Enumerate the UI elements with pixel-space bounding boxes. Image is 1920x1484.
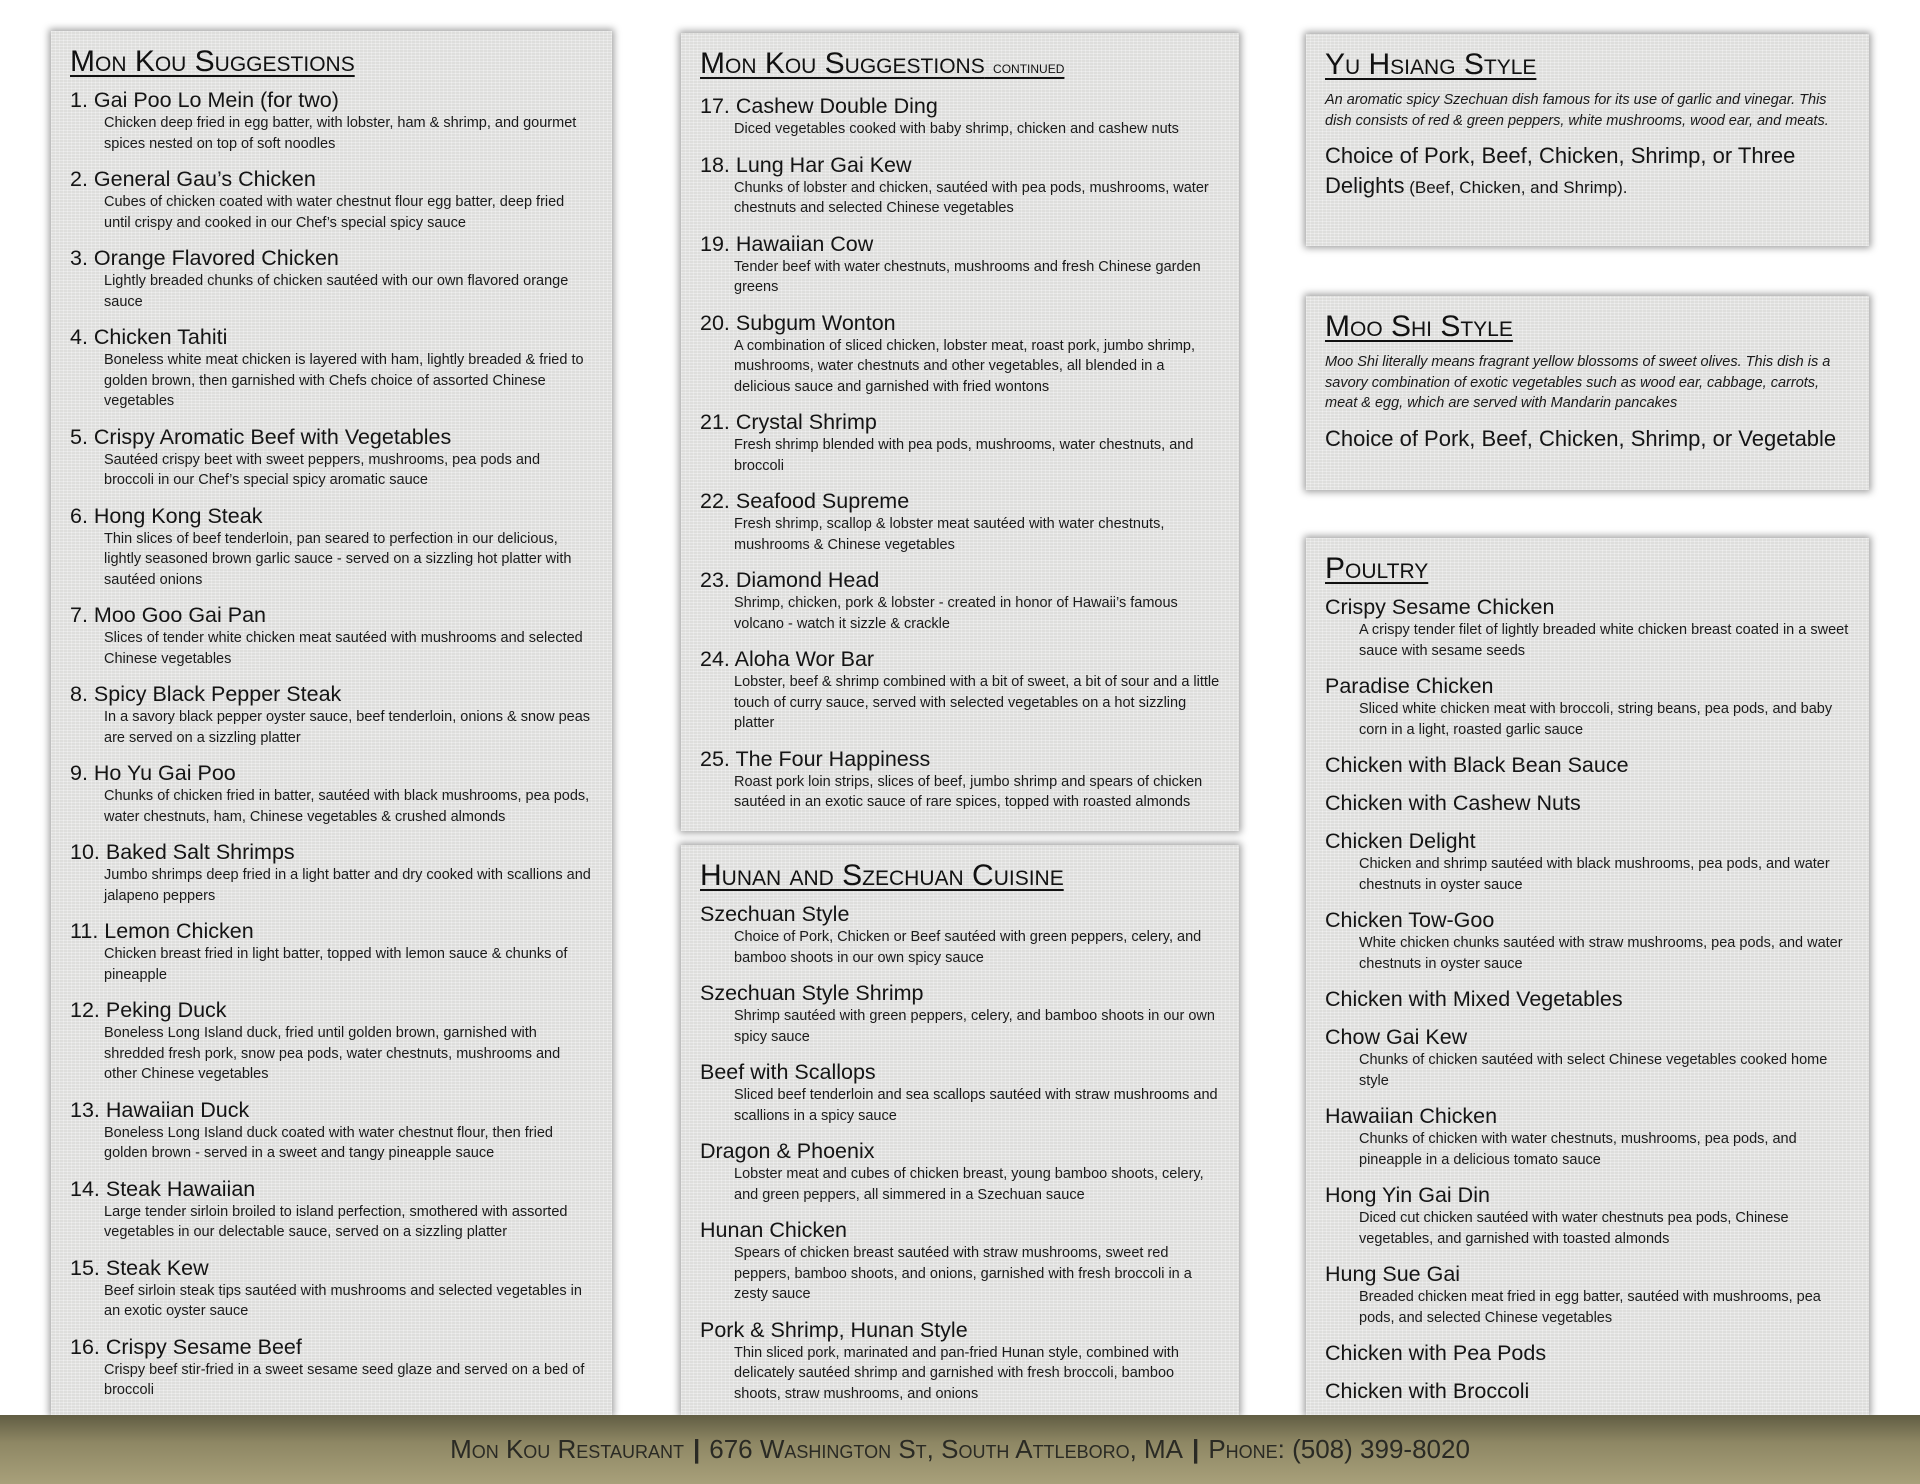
menu-item-title: 16. Crispy Sesame Beef (70, 1334, 302, 1359)
menu-item (70, 997, 594, 1085)
menu-item (1325, 1378, 1851, 1404)
menu-item-description: Chicken deep fried in egg batter, with lobster, ham & shrimp, and gourmet spices nested on top of soft noodles (104, 115, 577, 152)
menu-item (70, 1255, 594, 1322)
menu-item-description: Lobster, beef & shrimp combined with a bit of sweet, a bit of sour and a little touch of curry sauce, served with selected vegetables on a hot sizzling platter (734, 674, 1220, 731)
menu-item-description: Fresh shrimp blended with pea pods, mushrooms, water chestnuts, and broccoli (734, 437, 1194, 474)
menu-item (700, 152, 1221, 219)
menu-list (700, 901, 1221, 1404)
menu-item-title: Chicken with Cashew Nuts (1325, 791, 1581, 815)
menu-item-title: Chow Gai Kew (1325, 1025, 1468, 1049)
menu-item (1325, 1103, 1851, 1170)
choice-text: Choice of Pork, Beef, Chicken, Shrimp, or Vegetable (1325, 425, 1837, 451)
menu-item-title: Dragon & Phoenix (700, 1139, 875, 1163)
menu-item (700, 1217, 1221, 1305)
menu-item-title: Beef with Scallops (700, 1060, 876, 1084)
menu-item-title: Pork & Shrimp, Hunan Style (700, 1317, 968, 1342)
menu-item-title: Chicken with Pea Pods (1325, 1341, 1547, 1365)
menu-item-title: 13. Hawaiian Duck (70, 1097, 250, 1122)
menu-item-title: 1. Gai Poo Lo Mein (for two) (70, 88, 339, 112)
menu-item-title: 9. Ho Yu Gai Poo (70, 761, 236, 785)
menu-item-title: 21. Crystal Shrimp (700, 410, 877, 434)
menu-item-description: Chunks of lobster and chicken, sautéed with pea pods, mushrooms, water chestnuts and selected Chinese vegetables (734, 179, 1209, 216)
section-title: Mon Kou Suggestions (70, 45, 355, 78)
menu-item (1325, 752, 1851, 778)
menu-item (700, 1317, 1221, 1405)
section-title-text: Mon Kou Suggestions (700, 47, 985, 80)
menu-item-title: Hong Yin Gai Din (1325, 1183, 1490, 1207)
menu-list (1325, 594, 1851, 1404)
menu-item-title: 19. Hawaiian Cow (700, 231, 874, 256)
address: 676 Washington St, South Attleboro, MA (709, 1434, 1184, 1464)
menu-item (70, 1097, 594, 1164)
menu-item (700, 409, 1221, 476)
footer-bar (0, 1415, 1920, 1484)
phone: Phone: (508) 399-8020 (1208, 1434, 1470, 1464)
menu-item-title: 18. Lung Har Gai Kew (700, 152, 912, 177)
menu-item (70, 424, 594, 491)
choice-note: (Beef, Chicken, and Shrimp). (1404, 178, 1628, 197)
menu-item-description: Sliced beef tenderloin and sea scallops sautéed with straw mushrooms and scallions in a spicy sauce (734, 1087, 1218, 1124)
menu-item-title: 17. Cashew Double Ding (700, 94, 938, 118)
menu-item (700, 231, 1221, 298)
restaurant-name: Mon Kou Restaurant (450, 1434, 684, 1464)
menu-list (70, 87, 594, 1401)
menu-item-description: In a savory black pepper oyster sauce, beef tenderloin, onions & snow peas are served on a sizzling platter (104, 709, 591, 746)
choice-main: Choice of Pork, Beef, Chicken, Shrimp, or Three Delights (1325, 143, 1796, 198)
menu-item (1325, 594, 1851, 661)
choice-text (1325, 141, 1851, 203)
menu-item (1325, 1340, 1851, 1366)
menu-item (70, 87, 594, 154)
menu-item-description: Jumbo shrimps deep fried in a light batter and dry cooked with scallions and jalapeno peppers (104, 867, 591, 904)
menu-item-description: A combination of sliced chicken, lobster meat, roast pork, jumbo shrimp, mushrooms, water chestnuts and other vegetables, all blended in a delicious sauce and garnished with fried wontons (734, 337, 1195, 395)
menu-item-title: Szechuan Style (700, 902, 850, 926)
menu-item-title: Hawaiian Chicken (1325, 1104, 1498, 1128)
menu-item-title: 15. Steak Kew (70, 1255, 209, 1280)
menu-item-description: Tender beef with water chestnuts, mushrooms and fresh Chinese garden greens (734, 258, 1201, 295)
menu-list (700, 93, 1221, 813)
section-title: Moo Shi Style (1325, 310, 1513, 343)
menu-item-description: Beef sirloin steak tips sautéed with mushrooms and selected vegetables in an exotic oyster sauce (104, 1282, 582, 1319)
menu-item (1325, 673, 1851, 740)
menu-item (1325, 1024, 1851, 1091)
menu-item-description: Roast pork loin strips, slices of beef, jumbo shrimp and spears of chicken sautéed in an exotic sauce of rare spices, topped with roasted almonds (734, 773, 1203, 810)
menu-item (70, 324, 594, 412)
menu-item-description: Diced cut chicken sautéed with water chestnuts pea pods, Chinese vegetables, and garnished with toasted almonds (1359, 1210, 1789, 1247)
menu-item (70, 681, 594, 748)
menu-item (70, 760, 594, 827)
menu-item (700, 901, 1221, 968)
menu-item (700, 1059, 1221, 1126)
menu-item-description: Spears of chicken breast sautéed with straw mushrooms, sweet red peppers, bamboo shoots, and onions, garnished with fresh broccoli in a zesty sauce (734, 1245, 1192, 1302)
menu-item (70, 503, 594, 591)
menu-item-title: 25. The Four Happiness (700, 746, 931, 771)
menu-item (1325, 907, 1851, 974)
menu-item (1325, 986, 1851, 1012)
menu-item (70, 918, 594, 985)
menu-item-description: Chicken breast fried in light batter, topped with lemon sauce & chunks of pineapple (104, 946, 568, 983)
menu-item-title: 14. Steak Hawaiian (70, 1176, 256, 1201)
section-intro: Moo Shi literally means fragrant yellow blossoms of sweet olives. This dish is a savory combination of exotic vegetables such as wood ear, cabbage, carrots, meat & egg, which are served with Mandarin pancakes (1325, 354, 1831, 411)
menu-item (70, 166, 594, 233)
menu-item (70, 839, 594, 906)
menu-item-title: 20. Subgum Wonton (700, 310, 896, 335)
menu-item-description: Thin slices of beef tenderloin, pan seared to perfection in our delicious, lightly seasoned brown garlic sauce - served on a sizzling hot platter with sautéed onions (104, 530, 572, 588)
menu-item-title: 8. Spicy Black Pepper Steak (70, 682, 342, 706)
menu-item (700, 93, 1221, 140)
menu-item (1325, 1182, 1851, 1249)
menu-item-title: 5. Crispy Aromatic Beef with Vegetables (70, 424, 452, 449)
menu-item-title: Chicken Tow-Goo (1325, 908, 1495, 932)
menu-item (700, 310, 1221, 398)
menu-item-description: Lightly breaded chunks of chicken sautéed with our own flavored orange sauce (104, 273, 569, 310)
menu-item-title: 11. Lemon Chicken (70, 919, 254, 943)
menu-item-description: Chunks of chicken with water chestnuts, mushrooms, pea pods, and pineapple in a delicious tomato sauce (1359, 1131, 1797, 1168)
continued-label: continued (993, 58, 1065, 77)
menu-item-title: Szechuan Style Shrimp (700, 981, 924, 1005)
section-title: Yu Hsiang Style (1325, 48, 1537, 81)
menu-item (70, 1176, 594, 1243)
menu-item-title: 7. Moo Goo Gai Pan (70, 603, 266, 627)
section-title: Poultry (1325, 552, 1429, 585)
menu-item-description: Chicken and shrimp sautéed with black mushrooms, pea pods, and water chestnuts in oyster sauce (1359, 856, 1830, 893)
menu-item-title: Paradise Chicken (1325, 674, 1494, 698)
section-title (700, 41, 1221, 91)
menu-item-description: Boneless Long Island duck, fried until golden brown, garnished with shredded fresh pork, snow pea pods, water chestnuts, mushrooms and other Chinese vegetables (104, 1025, 561, 1082)
menu-item-description: Boneless white meat chicken is layered with ham, lightly breaded & fried to golden brown, then garnished with Chefs choice of assorted Chinese vegetables (104, 352, 584, 409)
menu-item-description: Sautéed crispy beet with sweet peppers, mushrooms, pea pods and broccoli in our Chef’s special spicy aromatic sauce (104, 451, 541, 488)
menu-item-title: 3. Orange Flavored Chicken (70, 246, 339, 270)
menu-item-description: Shrimp, chicken, pork & lobster - created in honor of Hawaii’s famous volcano - watch it sizzle & crackle (734, 595, 1178, 632)
menu-item-title: 2. General Gau’s Chicken (70, 167, 316, 191)
menu-item-description: Cubes of chicken coated with water chestnut flour egg batter, deep fried until crispy and cooked in our Chef’s special spicy sauce (104, 194, 565, 231)
menu-item (70, 245, 594, 312)
menu-item-description: Large tender sirloin broiled to island perfection, smothered with assorted vegetables in our delectable sauce, served on a sizzling platter (104, 1203, 568, 1240)
separator: | (1192, 1434, 1200, 1464)
menu-item-description: Boneless Long Island duck coated with water chestnut flour, then fried golden brown - served in a sweet and tangy pineapple sauce (104, 1124, 553, 1161)
menu-item (70, 1334, 594, 1401)
menu-item-description: A crispy tender filet of lightly breaded white chicken breast coated in a sweet sauce with sesame seeds (1359, 622, 1849, 659)
menu-item-title: 12. Peking Duck (70, 998, 227, 1022)
menu-item-description: Choice of Pork, Chicken or Beef sautéed with green peppers, celery, and bamboo shoots in our own spicy sauce (734, 929, 1202, 966)
menu-item-title: 10. Baked Salt Shrimps (70, 840, 295, 864)
menu-item-description: Chunks of chicken fried in batter, sautéed with black mushrooms, pea pods, water chestnuts, ham, Chinese vegetables & crushed almonds (104, 788, 590, 825)
separator: | (692, 1434, 701, 1464)
menu-item-title: Hung Sue Gai (1325, 1262, 1461, 1286)
menu-item-title: Hunan Chicken (700, 1218, 848, 1242)
menu-item-title: Chicken with Broccoli (1325, 1379, 1530, 1403)
menu-item-title: 6. Hong Kong Steak (70, 503, 263, 528)
mon-kou-suggestions-continued-panel (681, 33, 1239, 831)
menu-item-description: Fresh shrimp, scallop & lobster meat sautéed with water chestnuts, mushrooms & Chinese vegetables (734, 516, 1165, 553)
hunan-szechuan-panel (681, 845, 1239, 1415)
menu-item (700, 567, 1221, 634)
menu-item-title: Chicken with Mixed Vegetables (1325, 987, 1623, 1011)
menu-item-description: Thin sliced pork, marinated and pan-fried Hunan style, combined with delicately sautéed shrimp and garnished with fresh broccoli, bamboo shoots, straw mushrooms, and onions (734, 1344, 1179, 1402)
menu-item-description: Slices of tender white chicken meat sautéed with mushrooms and selected Chinese vegetables (104, 630, 583, 667)
menu-item (70, 602, 594, 669)
yu-hsiang-panel (1306, 34, 1869, 246)
menu-item-title: 4. Chicken Tahiti (70, 325, 228, 349)
menu-item-description: Crispy beef stir-fried in a sweet sesame seed glaze and served on a bed of broccoli (104, 1361, 585, 1398)
poultry-panel (1306, 538, 1869, 1415)
menu-item-title: 22. Seafood Supreme (700, 489, 910, 513)
mon-kou-suggestions-panel (51, 31, 612, 1415)
menu-item-description: Diced vegetables cooked with baby shrimp, chicken and cashew nuts (734, 121, 1179, 137)
menu-item (1325, 1261, 1851, 1328)
menu-item-description: White chicken chunks sautéed with straw mushrooms, pea pods, and water chestnuts in oyster sauce (1359, 935, 1843, 972)
menu-item (700, 746, 1221, 813)
menu-item-description: Lobster meat and cubes of chicken breast, young bamboo shoots, celery, and green peppers, all simmered in a Szechuan sauce (734, 1166, 1204, 1203)
menu-item-title: Chicken with Black Bean Sauce (1325, 753, 1629, 777)
menu-item (700, 646, 1221, 734)
section-intro: An aromatic spicy Szechuan dish famous for its use of garlic and vinegar. This dish consists of red & green peppers, white mushrooms, wood ear, and meats. (1325, 92, 1829, 129)
menu-item-title: Chicken Delight (1325, 829, 1476, 853)
menu-item (700, 980, 1221, 1047)
menu-item-title: 24. Aloha Wor Bar (700, 647, 875, 671)
moo-shi-panel (1306, 296, 1869, 490)
menu-item-description: Sliced white chicken meat with broccoli, string beans, pea pods, and baby corn in a light, roasted garlic sauce (1359, 701, 1833, 738)
menu-item-title: Crispy Sesame Chicken (1325, 595, 1555, 619)
menu-item-description: Chunks of chicken sautéed with select Chinese vegetables cooked home style (1359, 1052, 1828, 1089)
menu-item (700, 1138, 1221, 1205)
menu-item (1325, 790, 1851, 816)
menu-item-description: Breaded chicken meat fried in egg batter, sautéed with mushrooms, pea pods, and selected Chinese vegetables (1359, 1289, 1821, 1326)
menu-item (700, 488, 1221, 555)
section-title: Hunan and Szechuan Cuisine (700, 859, 1064, 892)
menu-item (1325, 828, 1851, 895)
menu-item-description: Shrimp sautéed with green peppers, celery, and bamboo shoots in our own spicy sauce (734, 1008, 1215, 1045)
menu-item-title: 23. Diamond Head (700, 568, 880, 592)
